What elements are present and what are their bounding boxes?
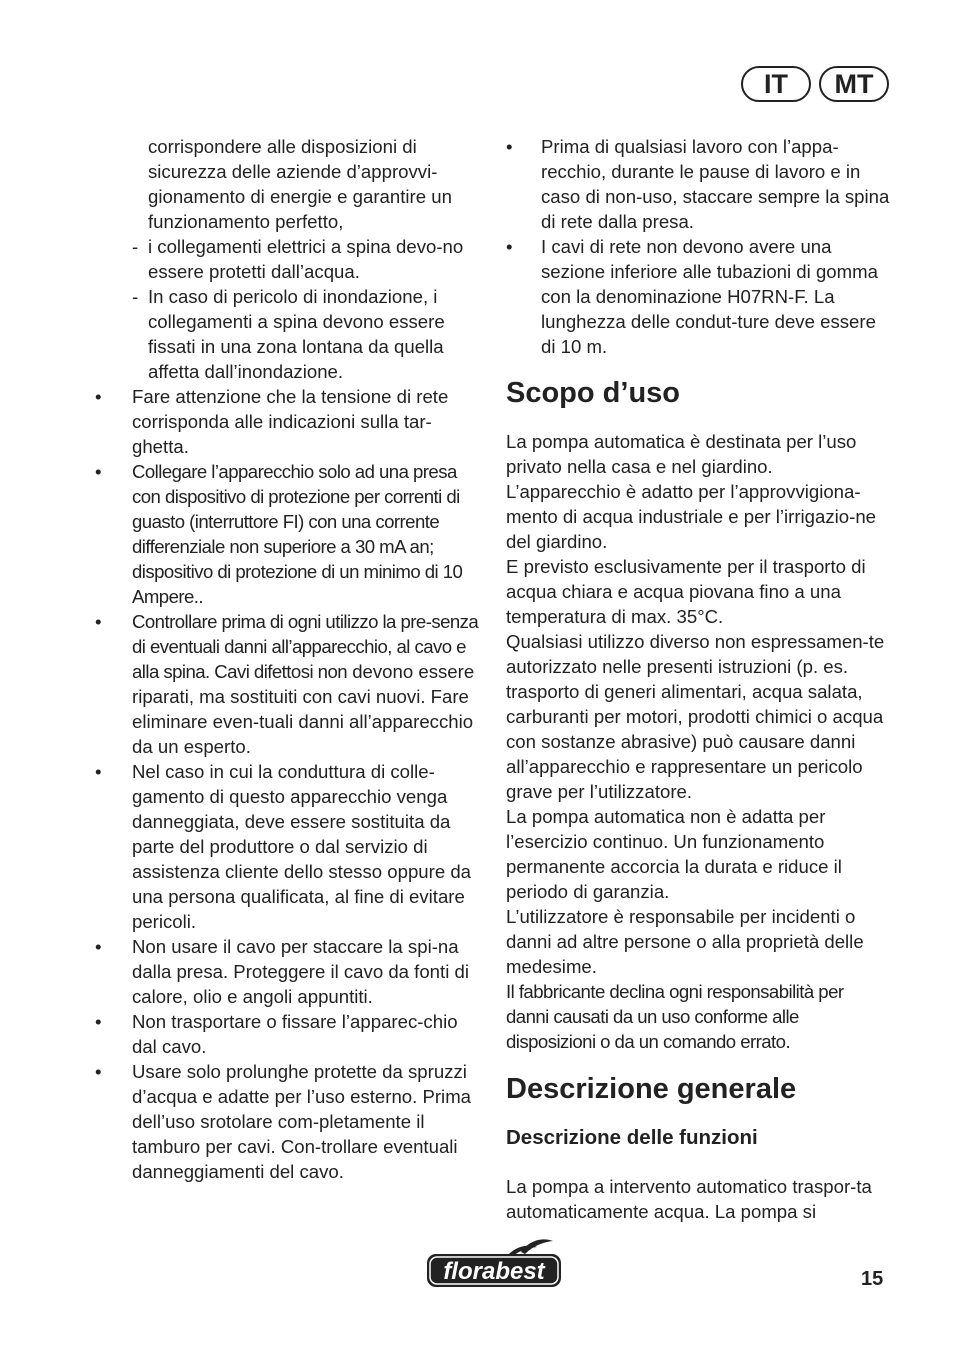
paragraph: La pompa a intervento automatico traspor-ta automaticamente acqua. La pompa si xyxy=(506,1176,872,1222)
bullet-text: Usare solo prolunghe protette da spruzzi d’acqua e adatte per l’uso esterno. Prima dell’uso srotolare com-pletamente il tamburo per cavi. Con-trollare eventuali danneggiamenti del cavo. xyxy=(132,1061,472,1182)
paragraph: La pompa automatica è destinata per l’uso privato nella casa e nel giardino. xyxy=(506,431,857,477)
bullet-text-continued: devono essere riparati, ma sostituiti con cavi nuovi. Fare eliminare even-tuali danni all’apparecchio da un esperto. xyxy=(132,661,475,757)
paragraph: Qualsiasi utilizzo diverso non espressamen-te autorizzato nelle presenti istruzioni (p. es. trasporto di generi alimentari, acqua salata, carburanti per motori, prodotti chimici o acqua con sostanze abrasive) può causare danni all’apparecchio e rappresentare un pericolo grave per l’utilizzatore. xyxy=(506,631,885,802)
dash-item-text: i collegamenti elettrici a spina devo-no essere protetti dall’acqua. xyxy=(148,236,464,282)
bullet-text: Collegare l’apparecchio solo ad una presa con dispositivo di protezione per correnti di guasto (interruttore FI) con una corrente differenziale non superiore a 30 mA an; dispositivo di protezione di un minimo di 10 Ampere.. xyxy=(132,461,463,607)
dash-item: - i collegamenti elettrici a spina devo-no essere protetti dall’acqua. xyxy=(132,236,464,282)
bullet-text: Nel caso in cui la conduttura di colle-gamento di questo apparecchio venga danneggiata, deve essere sostituita da parte del produttore o dal servizio di assistenza cliente dello stesso oppure da una persona qualificata, al fine di evitare pericoli. xyxy=(132,761,472,932)
paragraph: Il fabbricante declina ogni responsabilità per danni causati da un uso conforme alle disposizioni o da un comando errato. xyxy=(506,981,844,1052)
subsection-heading-funzioni: Descrizione delle funzioni xyxy=(506,1126,758,1149)
florabest-logo xyxy=(425,1238,563,1290)
dash-item-text: In caso di pericolo di inondazione, i collegamenti a spina devono essere fissati in una zona lontana da quella affetta dall’inondazione. xyxy=(148,286,445,382)
paragraph: E previsto esclusivamente per il trasporto di acqua chiara e acqua piovana fino a una temperatura di max. 35°C. xyxy=(506,556,866,627)
continued-text: corrispondere alle disposizioni di sicurezza delle aziende d’approvvi-gionamento di energie e garantire un funzionamento perfetto, xyxy=(148,136,452,232)
bullet-text: Non trasportare o fissare l’apparec-chio dal cavo. xyxy=(132,1011,458,1057)
paragraph: L’apparecchio è adatto per l’approvvigiona-mento di acqua industriale e per l’irrigazio-ne del giardino. xyxy=(506,481,877,552)
bullet-item: • Non usare il cavo per staccare la spi-na dalla presa. Proteggere il cavo da fonti di calore, olio e angoli appuntiti. xyxy=(95,936,469,1007)
bullet-item: • Fare attenzione che la tensione di rete corrisponda alle indicazioni sulla tar-ghetta. xyxy=(95,386,449,457)
logo-text: florabest xyxy=(443,1258,545,1285)
paragraph: La pompa automatica non è adatta per l’esercizio continuo. Un funzionamento permanente accorcia la durata e riduce il periodo di garanzia. xyxy=(506,806,842,902)
bullet-item: • Controllare prima di ogni utilizzo la pre-senza di eventuali danni all’apparecchio, al cavo e alla spina. Cavi difettosi non devono essere riparati, ma sostituiti con cavi nuovi. Fare eliminare even-tuali danni all’apparecchio da un esperto. xyxy=(95,611,479,757)
bullet-text: Controllare prima di ogni utilizzo la pre-senza di eventuali danni all’apparecchio, al cavo e alla spina. Cavi difettosi non xyxy=(132,611,479,682)
page-number: 15 xyxy=(861,1268,884,1290)
left-column xyxy=(95,134,485,1184)
paragraph: L’utilizzatore è responsabile per incidenti o danni ad altre persone o alla proprietà delle medesime. xyxy=(506,906,864,977)
bullet-text: I cavi di rete non devono avere una sezione inferiore alle tubazioni di gomma con la denominazione H07RN-F. La lunghezza delle condut-ture deve essere di 10 m. xyxy=(541,236,878,357)
right-column xyxy=(506,134,896,1224)
dash-item: - In caso di pericolo di inondazione, i collegamenti a spina devono essere fissati in una zona lontana da quella affetta dall’inondazione. xyxy=(132,286,445,382)
bullet-item: • Non trasportare o fissare l’apparec-chio dal cavo. xyxy=(95,1011,458,1057)
section-heading-descrizione: Descrizione generale xyxy=(506,1073,797,1105)
language-badge-it: IT xyxy=(741,66,811,102)
bullet-item: • Collegare l’apparecchio solo ad una presa con dispositivo di protezione per correnti di guasto (interruttore FI) con una corrente differenziale non superiore a 30 mA an; dispositivo di protezione di un minimo di 10 Ampere.. xyxy=(95,461,463,607)
section-heading-scopo: Scopo d’uso xyxy=(506,377,680,409)
bullet-item: • Prima di qualsiasi lavoro con l’appa-recchio, durante le pause di lavoro e in caso di non-uso, staccare sempre la spina di rete dalla presa. xyxy=(506,136,890,232)
bullet-text: Prima di qualsiasi lavoro con l’appa-recchio, durante le pause di lavoro e in caso di non-uso, staccare sempre la spina di rete dalla presa. xyxy=(541,136,890,232)
bullet-item: • Usare solo prolunghe protette da spruzzi d’acqua e adatte per l’uso esterno. Prima dell’uso srotolare com-pletamente il tamburo per cavi. Con-trollare eventuali danneggiamenti del cavo. xyxy=(95,1061,472,1182)
bullet-text: Fare attenzione che la tensione di rete corrisponda alle indicazioni sulla tar-ghetta. xyxy=(132,386,449,457)
bullet-item: • Nel caso in cui la conduttura di colle-gamento di questo apparecchio venga danneggiata, deve essere sostituita da parte del produttore o dal servizio di assistenza cliente dello stesso oppure da una persona qualificata, al fine di evitare pericoli. xyxy=(95,761,472,932)
bullet-item: • I cavi di rete non devono avere una sezione inferiore alle tubazioni di gomma con la denominazione H07RN-F. La lunghezza delle condut-ture deve essere di 10 m. xyxy=(506,236,878,357)
bullet-text: Non usare il cavo per staccare la spi-na dalla presa. Proteggere il cavo da fonti di calore, olio e angoli appuntiti. xyxy=(132,936,469,1007)
language-badge-mt: MT xyxy=(819,66,889,102)
